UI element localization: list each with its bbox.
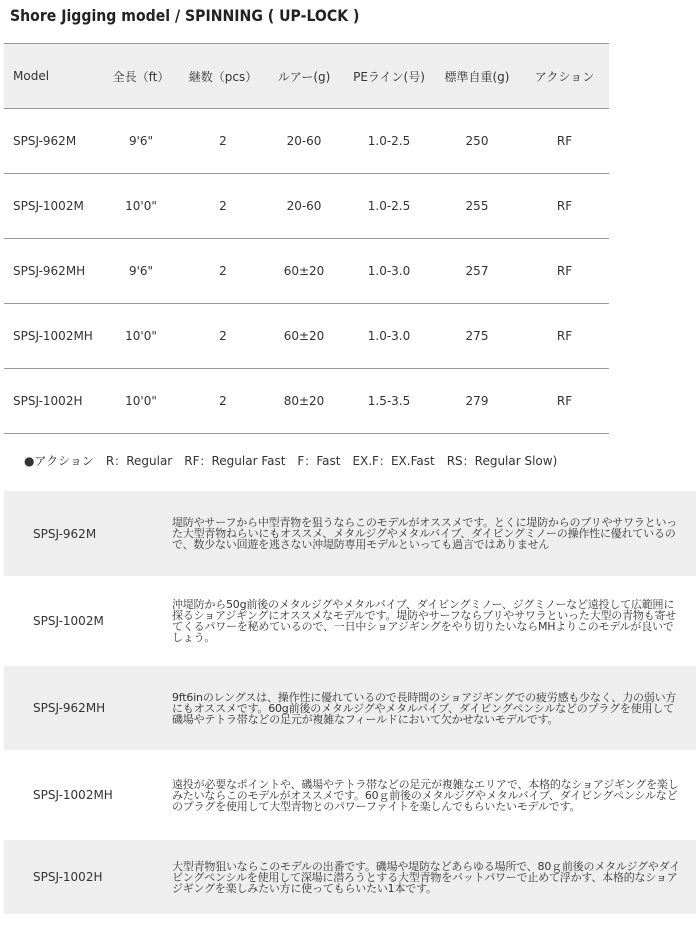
cell-pe-line: 1.0-2.5 (344, 174, 434, 239)
description-row (4, 840, 696, 914)
cell-model: SPSJ-962MH (4, 239, 100, 304)
table-row (4, 304, 609, 369)
cell-length: 10'0" (100, 304, 182, 369)
cell-pe-line: 1.0-2.5 (344, 109, 434, 174)
cell-lure: 20-60 (264, 174, 344, 239)
page-title: Shore Jigging model / SPINNING ( UP-LOCK ) (10, 6, 360, 25)
cell-pieces: 2 (182, 239, 264, 304)
header-length: 全長（ft） (100, 44, 182, 109)
description-model: SPSJ-1002H (4, 840, 172, 914)
description-text: 沖堤防から50g前後のメタルジグやメタルバイブ、ダイビングミノー、ジグミノーなど遠投して広範囲に探るショアジギングにオススメなモデルです。堤防やサーフならブリやサワラといった大型の青物も寄せてくるパワーを秘めているので、一日中ショアジギングをやり切りたいならMHよりこのモデルが良いでしょう。 (172, 579, 696, 663)
cell-lure: 80±20 (264, 369, 344, 434)
cell-lure: 20-60 (264, 109, 344, 174)
table-row (4, 369, 609, 434)
cell-pieces: 2 (182, 174, 264, 239)
table-row (4, 239, 609, 304)
cell-weight: 250 (434, 109, 520, 174)
table-row (4, 174, 609, 239)
spec-header-row (4, 44, 609, 109)
spec-table (4, 43, 609, 434)
cell-pe-line: 1.0-3.0 (344, 304, 434, 369)
cell-pieces: 2 (182, 369, 264, 434)
cell-model: SPSJ-1002M (4, 174, 100, 239)
cell-action: RF (520, 109, 609, 174)
header-weight: 標準自重(g) (434, 44, 520, 109)
cell-lure: 60±20 (264, 239, 344, 304)
cell-length: 10'0" (100, 369, 182, 434)
cell-pe-line: 1.0-3.0 (344, 239, 434, 304)
description-table (4, 491, 696, 914)
description-model: SPSJ-962MH (4, 666, 172, 750)
description-model: SPSJ-1002M (4, 579, 172, 663)
cell-pieces: 2 (182, 304, 264, 369)
description-model: SPSJ-1002MH (4, 753, 172, 837)
cell-action: RF (520, 174, 609, 239)
cell-weight: 257 (434, 239, 520, 304)
cell-action: RF (520, 369, 609, 434)
description-row (4, 579, 696, 663)
description-text: 大型青物狙いならこのモデルの出番です。磯場や堤防などあらゆる場所で、80ｇ前後のメタルジグやダイビングペンシルを使用して深場に潜ろうとする大型青物をバットパワーで止めて浮かす、本格的なショアジギングを楽しみたい方に使ってもらいたい1本です。 (172, 840, 696, 914)
header-lure: ルアー(g) (264, 44, 344, 109)
cell-pe-line: 1.5-3.5 (344, 369, 434, 434)
header-model: Model (4, 44, 100, 109)
cell-length: 9'6" (100, 239, 182, 304)
table-row (4, 109, 609, 174)
cell-model: SPSJ-1002MH (4, 304, 100, 369)
cell-action: RF (520, 239, 609, 304)
cell-model: SPSJ-1002H (4, 369, 100, 434)
cell-weight: 279 (434, 369, 520, 434)
cell-weight: 255 (434, 174, 520, 239)
cell-action: RF (520, 304, 609, 369)
description-row (4, 753, 696, 837)
action-legend: ●アクション R：Regular RF：Regular Fast F：Fast EX.F：EX.Fast RS：Regular Slow) (24, 454, 558, 468)
description-row (4, 491, 696, 576)
header-action: アクション (520, 44, 609, 109)
cell-lure: 60±20 (264, 304, 344, 369)
cell-length: 10'0" (100, 174, 182, 239)
cell-model: SPSJ-962M (4, 109, 100, 174)
header-pe-line: PEライン(号) (344, 44, 434, 109)
cell-weight: 275 (434, 304, 520, 369)
description-row (4, 666, 696, 750)
description-model: SPSJ-962M (4, 491, 172, 576)
description-text: 堤防やサーフから中型青物を狙うならこのモデルがオススメです。とくに堤防からのブリやサワラといった大型青物ねらいにもオススメ、メタルジグやメタルバイブ、ダイビングミノーの操作性に優れているので、数少ない回遊を逃さない沖堤防専用モデルといっても過言ではありません (172, 491, 696, 576)
cell-pieces: 2 (182, 109, 264, 174)
cell-length: 9'6" (100, 109, 182, 174)
description-text: 遠投が必要なポイントや、磯場やテトラ帯などの足元が複雑なエリアで、本格的なショアジギングを楽しみたいならこのモデルがオススメです。60ｇ前後のメタルジグやメタルバイブ、ダイビングペンシルなどのプラグを使用して大型青物とのパワーファイトを楽しんでもらいたいモデルです。 (172, 753, 696, 837)
header-pieces: 継数（pcs） (182, 44, 264, 109)
description-text: 9ft6inのレングスは、操作性に優れているので長時間のショアジギングでの疲労感も少なく、力の弱い方にもオススメです。60g前後のメタルジグやメタルバイブ、ダイビングペンシルなどのプラグを使用して磯場やテトラ帯などの足元が複雑なフィールドにおいて欠かせないモデルです。 (172, 666, 696, 750)
